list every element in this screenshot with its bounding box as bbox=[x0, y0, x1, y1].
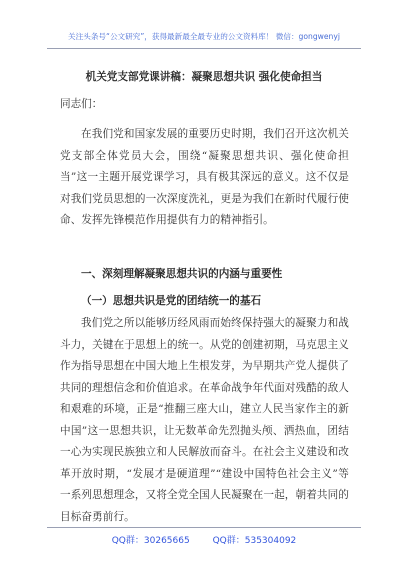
footer-contacts bbox=[0, 533, 408, 546]
intro-paragraph: 在我们党和国家发展的重要历史时期，我们召开这次机关党支部全体党员大会，围绕“凝聚思想共识、强化使命担当”这一主题开展党课学习，具有极其深远的意义。这不仅是对我们党员思想的一次深度洗礼，更是为我们在新时代履行使命、发挥先锋模范作用提供有力的精神指引。 bbox=[60, 128, 349, 226]
header-divider bbox=[47, 48, 361, 49]
subsection-paragraph: 我们党之所以能够历经风雨而始终保持强大的凝聚力和战斗力，关键在于思想上的统一。从党的创建初期，马克思主义作为指导思想在中国大地上生根发芽，为早期共产党人提供了共同的理想信念和价值追求。在革命战争年代面对残酷的敌人和艰难的环境，正是“推翻三座大山，建立人民当家作主的新中国”这一思想共识，让无数革命先烈抛头颅、洒热血，团结一心为实现民族独立和人民解放而奋斗。在社会主义建设和改革开放时期，“发展才是硬道理”“建设中国特色社会主义”等一系列思想理念，又将全党全国人民凝聚在一起，朝着共同的目标奋勇前行。 bbox=[60, 317, 349, 523]
header-promo-note: 关注头条号“公文研究”，获得最新最全最专业的公文资料库！ 微信：gongwenyj bbox=[68, 32, 340, 41]
footer-divider bbox=[47, 527, 361, 528]
subsection-heading: （一）思想共识是党的团结统一的基石 bbox=[81, 295, 262, 307]
qq-group-2: QQ群：535304092 bbox=[212, 536, 297, 546]
salutation: 同志们： bbox=[60, 98, 103, 110]
qq-group-1: QQ群：30265665 bbox=[111, 536, 190, 546]
section-heading: 一、深刻理解凝聚思想共识的内涵与重要性 bbox=[81, 268, 283, 280]
document-title: 机关党支部党课讲稿：凝聚思想共识 强化使命担当 bbox=[85, 71, 323, 83]
